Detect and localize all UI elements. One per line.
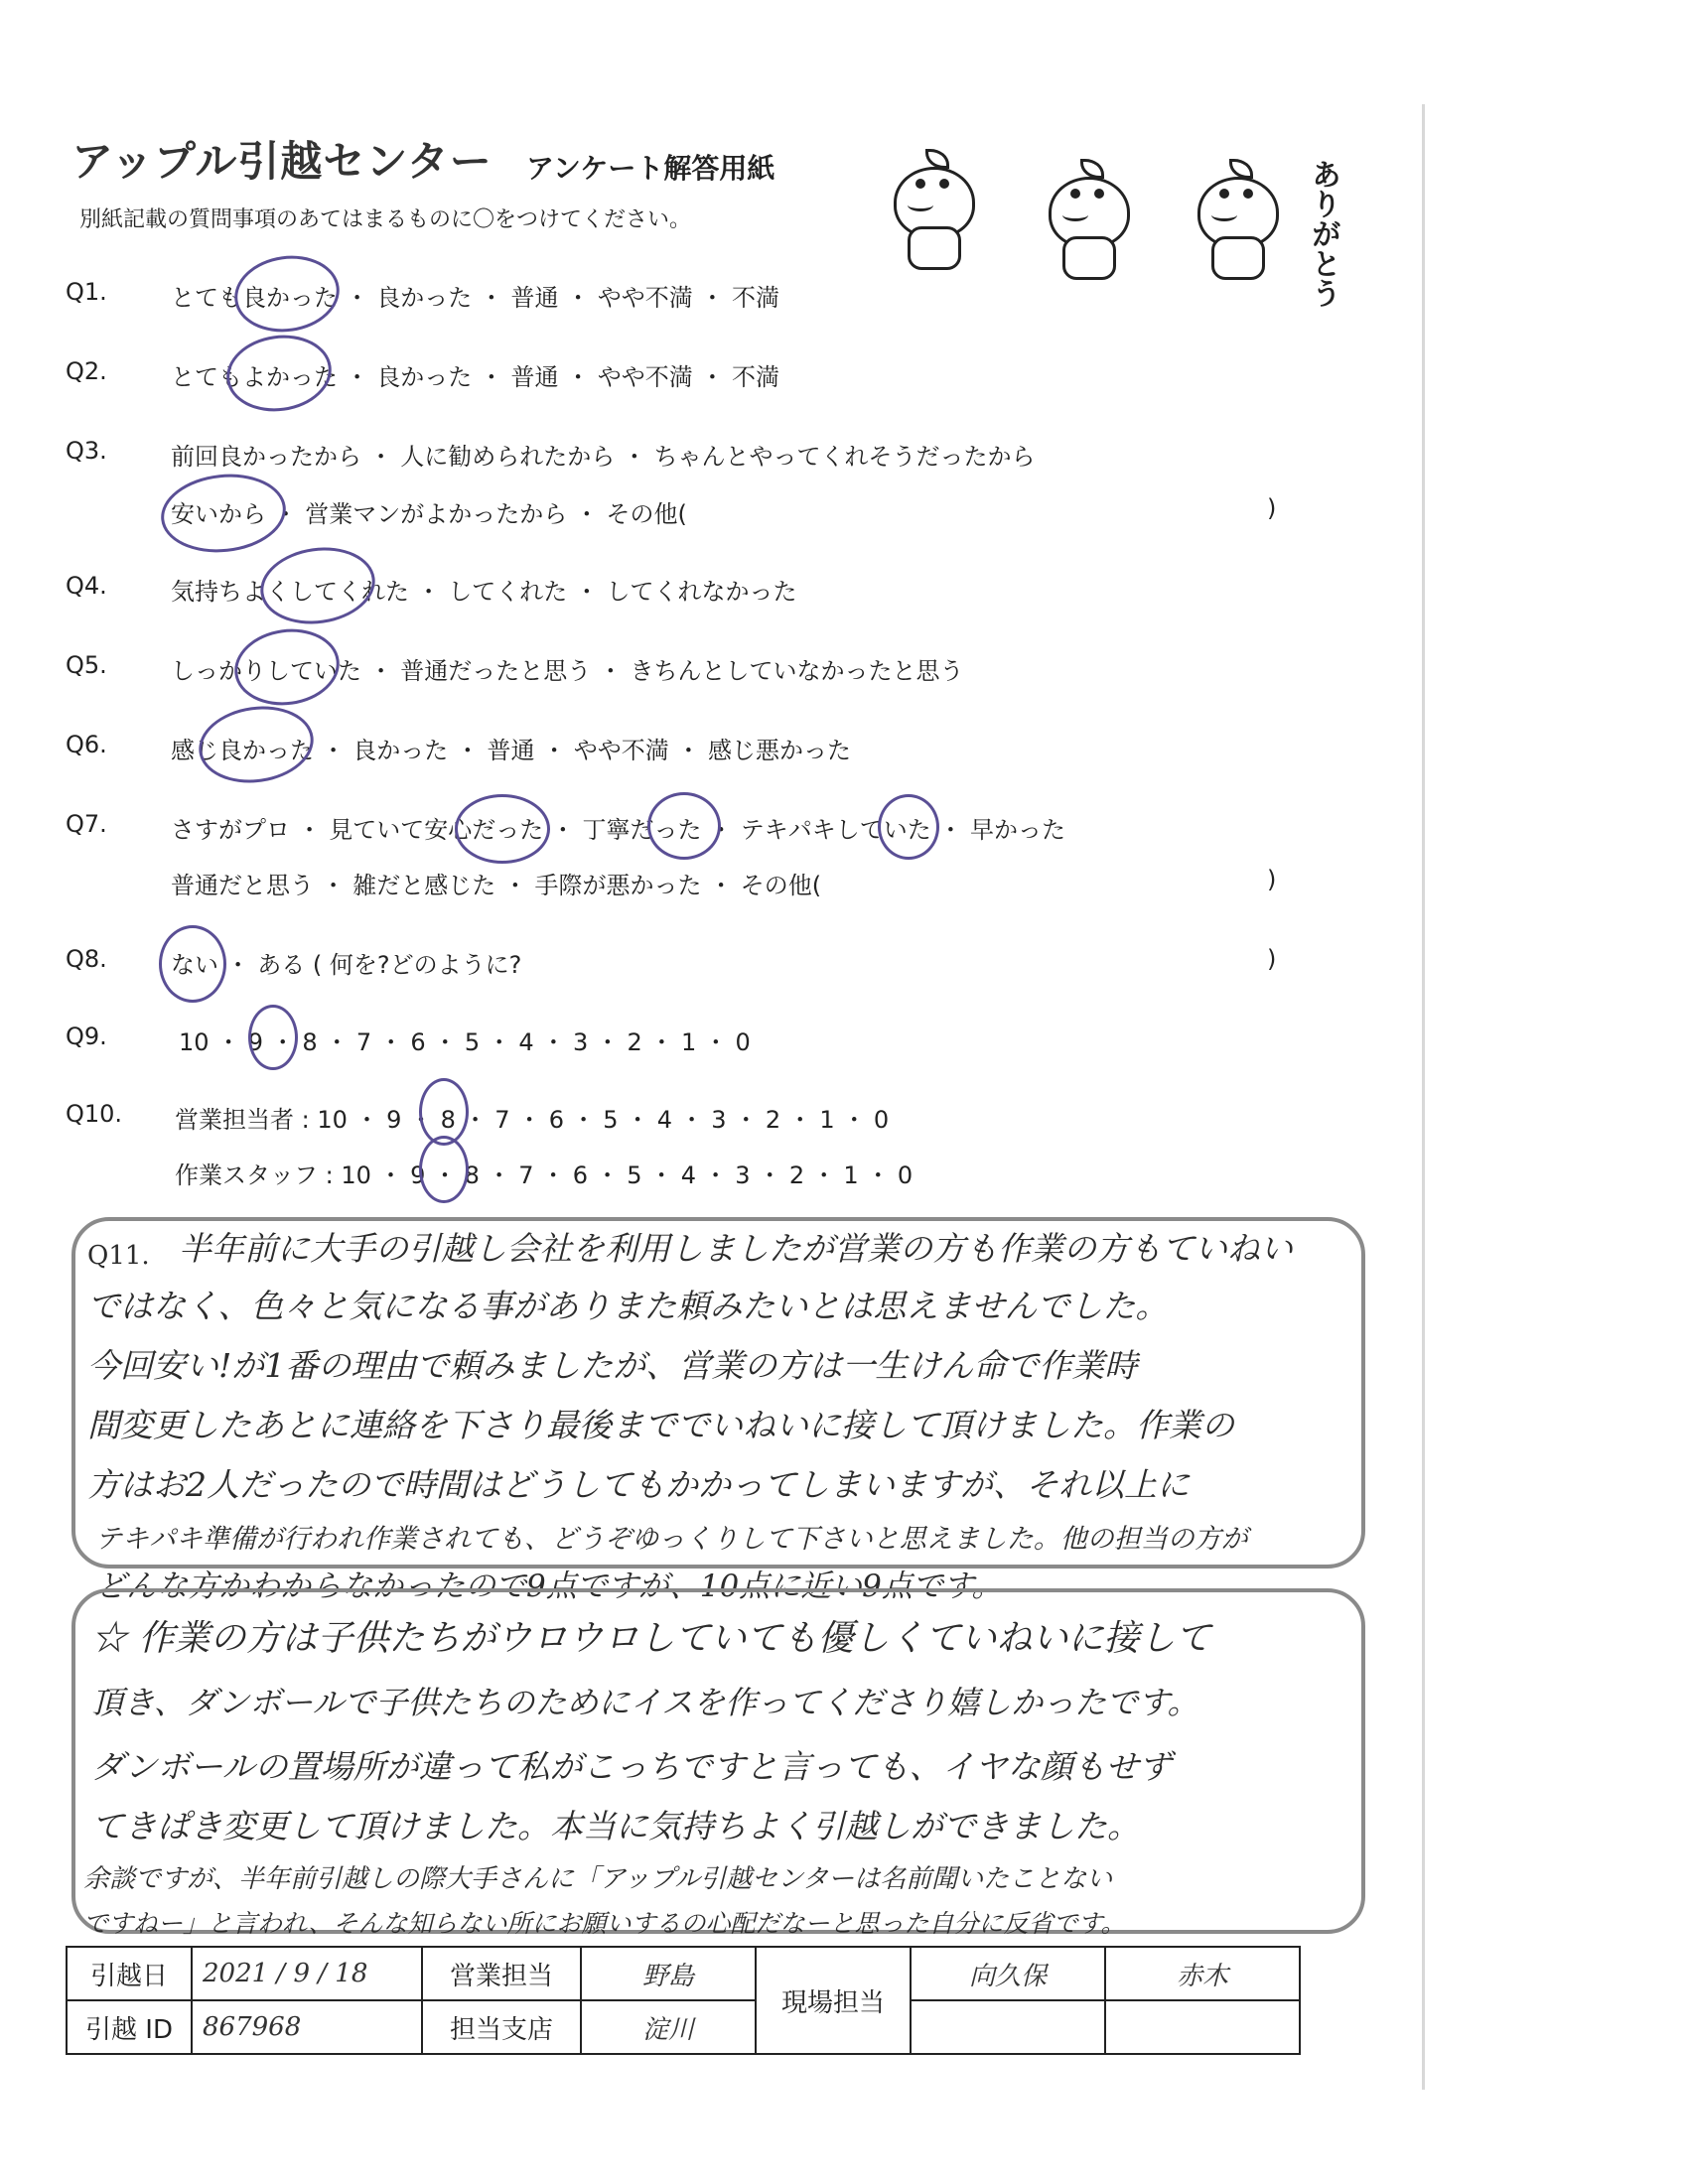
sales-rep-value: 野島 (581, 1947, 756, 2000)
q4-label: Q4. (66, 572, 107, 600)
answer-circle-mark (255, 540, 379, 630)
instruction-text: 別紙記載の質問事項のあてはまるものに〇をつけてください。 (79, 207, 692, 232)
answer-circle-mark (194, 699, 318, 789)
q5-options: しっかりしていた ・ 普通だったと思う ・ きちんとしていなかったと思う (171, 657, 964, 685)
q11-label: Q11. (87, 1241, 150, 1271)
mascot-monkey-icon (1039, 159, 1134, 276)
answer-circle-mark (455, 794, 550, 864)
q2-label: Q2. (66, 357, 107, 385)
q11-comment-box (71, 1217, 1365, 1569)
sales-rep-label: 営業担当 (422, 1947, 581, 2000)
answer-circle-mark (647, 792, 721, 860)
answer-circle-mark (159, 925, 226, 1003)
q6-options: 感じ良かった ・ 良かった ・ 普通 ・ やや不満 ・ 感じ悪かった (171, 737, 852, 764)
move-info-table (66, 1946, 1301, 2055)
comment-line: てきぱき変更して頂けました。本当に気持ちよく引越しができました。 (91, 1807, 1140, 1845)
answer-circle-mark (157, 469, 289, 559)
q6-label: Q6. (66, 731, 107, 758)
q8-label: Q8. (66, 945, 107, 973)
site-staff-2: 赤木 (1105, 1947, 1300, 2000)
q4-options: 気持ちよくしてくれた ・ してくれた ・ してくれなかった (171, 578, 797, 606)
q3-close-paren: ) (1267, 494, 1277, 522)
q10-staff-scale: 作業スタッフ : 10 ・ 9 ・ 8 ・ 7 ・ 6 ・ 5 ・ 4 ・ 3 ・ 2 ・ 1 ・ 0 (175, 1161, 914, 1189)
answer-circle-mark (248, 1005, 298, 1070)
q11-line: 方はお2人だったので時間はどうしてもかかってしまいますが、それ以上に (87, 1465, 1190, 1504)
site-staff-1: 向久保 (911, 1947, 1105, 2000)
comment-line: 余談ですが、半年前引越しの際大手さんに「アップル引越センターは名前聞いたことない (83, 1864, 1113, 1894)
move-date-value: 2021 / 9 / 18 (192, 1947, 422, 2000)
q5-label: Q5. (66, 651, 107, 679)
site-staff-label: 現場担当 (756, 1947, 911, 2054)
q11-line: ではなく、色々と気になる事がありまた頼みたいとは思えませんでした。 (87, 1287, 1169, 1325)
q11-line: どんな方かわからなかったので9点ですが、10点に近い9点です。 (95, 1569, 1003, 1604)
q10-label: Q10. (66, 1100, 123, 1128)
q2-options: とてもよかった ・ 良かった ・ 普通 ・ やや不満 ・ 不満 (171, 363, 780, 391)
q7-options-line1: さすがプロ ・ 見ていて安心だった ・ 丁寧だった ・ テキパキしていた ・ 早かった (171, 816, 1066, 844)
site-staff-empty-cell (1105, 2000, 1300, 2054)
q1-label: Q1. (66, 278, 107, 306)
q7-label: Q7. (66, 810, 107, 838)
q11-line: 半年前に大手の引越し会社を利用しましたが営業の方も作業の方もていねい (179, 1229, 1293, 1268)
answer-circle-mark (878, 794, 939, 860)
q1-options: とても良かった ・ 良かった ・ 普通 ・ やや不満 ・ 不満 (171, 284, 780, 312)
answer-circle-mark (229, 249, 345, 339)
q8-options: ない ・ ある ( 何を?どのように? (171, 951, 522, 979)
q7-options-line2: 普通だと思う ・ 雑だと感じた ・ 手際が悪かった ・ その他( (171, 872, 822, 899)
branch-value: 淀川 (581, 2000, 756, 2054)
q3-options-line1: 前回良かったから ・ 人に勧められたから ・ ちゃんとやってくれそうだったから (171, 443, 1036, 471)
q10-sales-scale: 営業担当者 : 10 ・ 9 ・ 8 ・ 7 ・ 6 ・ 5 ・ 4 ・ 3 ・ 2 ・ 1 ・ 0 (175, 1106, 890, 1134)
q3-options-line2: 安いから ・ 営業マンがよかったから ・ その他( (171, 500, 687, 528)
mascot-caption: ありがとう (1306, 159, 1340, 308)
site-staff-empty-cell (911, 2000, 1105, 2054)
q7-close-paren: ) (1267, 866, 1277, 893)
comment-line: ですねー」と言われ、そんな知らない所にお願いするの心配だなーと思った自分に反省です。 (83, 1909, 1126, 1938)
mascot-monkey-icon (884, 149, 979, 266)
q11-line: テキパキ準備が行われ作業されても、どうぞゆっくりして下さいと思えました。他の担当の方が (95, 1524, 1248, 1555)
q9-scale: 10 ・ 9 ・ 8 ・ 7 ・ 6 ・ 5 ・ 4 ・ 3 ・ 2 ・ 1 ・ 0 (179, 1028, 751, 1056)
form-subtitle: アンケート解答用紙 (526, 152, 775, 185)
q11-line: 間変更したあとに連絡を下さり最後まででいねいに接して頂けました。作業の (87, 1406, 1234, 1444)
move-id-value: 867968 (192, 2000, 422, 2054)
move-date-label: 引越日 (67, 1947, 192, 2000)
q8-close-paren: ) (1267, 945, 1277, 973)
q11-line: 今回安い!が1番の理由で頼みましたが、営業の方は一生けん命で作業時 (87, 1346, 1138, 1385)
answer-circle-mark (221, 329, 337, 418)
answer-circle-mark (229, 622, 345, 712)
mascot-monkey-icon (1188, 159, 1283, 276)
q3-label: Q3. (66, 437, 107, 465)
scan-edge (1422, 104, 1425, 2090)
brand-title: アップル引越センター (71, 137, 492, 186)
comment-line: 頂き、ダンボールで子供たちのためにイスを作ってくださり嬉しかったです。 (91, 1684, 1199, 1721)
q9-label: Q9. (66, 1023, 107, 1050)
answer-circle-mark (419, 1136, 469, 1203)
comment-line: ダンボールの置場所が違って私がこっちですと言っても、イヤな顔もせず (91, 1747, 1172, 1786)
branch-label: 担当支店 (422, 2000, 581, 2054)
move-id-label: 引越 ID (67, 2000, 192, 2054)
comment-line: ☆ 作業の方は子供たちがウロウロしていても優しくていねいに接して (91, 1618, 1211, 1659)
